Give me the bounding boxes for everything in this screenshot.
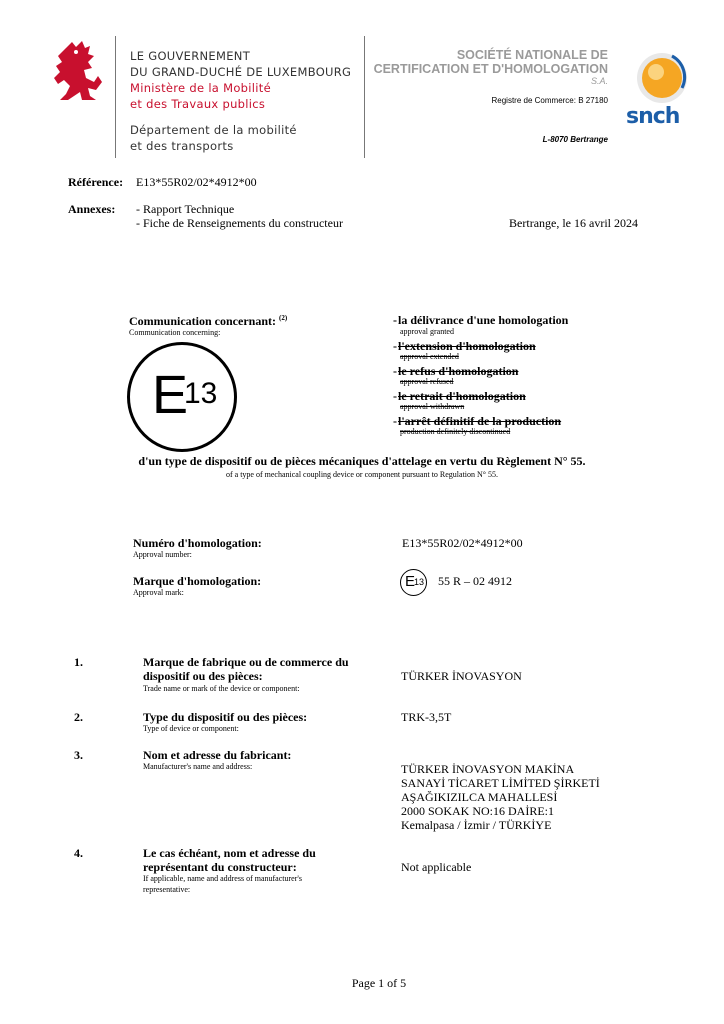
type-line-en: of a type of mechanical coupling device or component pursuant to Regulation N° 55. [225, 470, 498, 479]
department-line1: Département de la mobilité [130, 123, 297, 137]
option-1-dash: - [393, 313, 397, 327]
option-4-dash: - [393, 389, 397, 403]
snch-sa: S.A. [590, 76, 608, 86]
item-4-value: Not applicable [401, 860, 472, 874]
option-refused-en: approval refused [400, 377, 454, 386]
item-3-value-line3: AŞAĞIKIZILCA MAHALLESİ [401, 790, 558, 804]
annexes-label: Annexes: [68, 202, 116, 216]
approval-number-label: Numéro d'homologation: [133, 536, 262, 550]
option-extended: l'extension d'homologation [398, 339, 536, 353]
gov-name-line1: LE GOUVERNEMENT [130, 49, 251, 63]
option-extended-en: approval extended [400, 352, 459, 361]
option-2-dash: - [393, 339, 397, 353]
document-date: Bertrange, le 16 avril 2024 [509, 216, 638, 230]
item-4-number: 4. [74, 846, 83, 860]
approval-mark-sub: Approval mark: [133, 588, 184, 597]
type-line-fr: d'un type de dispositif ou de pièces mécaniques d'attelage en vertu du Règlement N° 55. [138, 454, 586, 468]
item-2-number: 2. [74, 710, 83, 724]
item-3-value-line5: Kemalpasa / İzmir / TÜRKİYE [401, 818, 552, 832]
item-2-label-line1: Type du dispositif ou des pièces: [143, 710, 308, 724]
approval-mark-emblem [400, 569, 427, 596]
item-1-label-line2: dispositif ou des pièces: [143, 669, 263, 683]
snch-name-line2: CERTIFICATION ET D'HOMOLOGATION [373, 62, 608, 76]
item-2-sub: Type of device or component: [143, 724, 239, 733]
e13-emblem [127, 342, 237, 452]
item-1-value: TÜRKER İNOVASYON [401, 669, 522, 683]
department-line2: et des transports [130, 139, 234, 153]
option-withdrawn: le retrait d'homologation [398, 389, 526, 403]
reference-value: E13*55R02/02*4912*00 [136, 175, 257, 189]
item-3-value-line1: TÜRKER İNOVASYON MAKİNA [401, 762, 575, 776]
item-3-value-line4: 2000 SOKAK NO:16 DAİRE:1 [401, 804, 554, 818]
option-discontinued: l'arrêt définitif de la production [398, 414, 562, 428]
ministry-line2: et des Travaux publics [130, 97, 266, 111]
option-withdrawn-en: approval withdrawn [400, 402, 465, 411]
approval-mark-label: Marque d'homologation: [133, 574, 262, 588]
option-refused: le refus d'homologation [398, 364, 519, 378]
option-3-dash: - [393, 364, 397, 378]
snch-name-line1: SOCIÉTÉ NATIONALE DE [456, 48, 608, 62]
item-4-label-line1: Le cas échéant, nom et adresse du [143, 846, 316, 860]
item-3-sub: Manufacturer's name and address: [143, 762, 253, 771]
option-granted: la délivrance d'une homologation [398, 313, 569, 327]
gov-name-line2: DU GRAND-DUCHÉ DE LUXEMBOURG [130, 65, 352, 79]
communication-label-text: Communication concernant: [129, 314, 276, 328]
approval-mark-e: E [405, 573, 416, 590]
item-3-number: 3. [74, 748, 83, 762]
e13-emblem-number: 13 [184, 377, 218, 410]
approval-mark-number: 13 [414, 577, 425, 587]
approval-number-value: E13*55R02/02*4912*00 [402, 536, 523, 550]
page-number: Page 1 of 5 [351, 976, 407, 990]
option-5-dash: - [393, 414, 397, 428]
option-granted-en: approval granted [400, 327, 454, 336]
item-1-number: 1. [74, 655, 83, 669]
communication-label [129, 314, 287, 329]
annex-item-1: - Rapport Technique [136, 202, 235, 216]
communication-footnote: (2) [279, 314, 288, 322]
item-1-label-line1: Marque de fabrique ou de commerce du [143, 655, 349, 669]
header-divider-left [115, 36, 116, 158]
header-divider-right [364, 36, 365, 158]
item-3-label-line1: Nom et adresse du fabricant: [143, 748, 292, 762]
item-2-value: TRK-3,5T [401, 710, 452, 724]
annex-item-2: - Fiche de Renseignements du constructeur [136, 216, 343, 230]
item-3-value-line2: SANAYİ TİCARET LİMİTED ŞİRKETİ [401, 776, 600, 790]
item-4-sub-line2: representative: [143, 885, 191, 894]
snch-logo [624, 48, 694, 134]
approval-number-sub: Approval number: [133, 550, 192, 559]
item-4-sub-line1: If applicable, name and address of manufacturer's [143, 874, 302, 883]
registre-commerce: Registre de Commerce: B 27180 [491, 96, 608, 105]
snch-logo-text: snch [626, 104, 680, 129]
e13-emblem-e: E [152, 365, 189, 425]
item-4-label-line2: représentant du constructeur: [143, 860, 297, 874]
communication-sub: Communication concerning: [129, 328, 221, 337]
luxembourg-lion-logo [52, 38, 104, 104]
snch-address: L-8070 Bertrange [542, 135, 608, 144]
option-discontinued-en: production definitely discontinued [400, 427, 511, 436]
approval-mark-value: 55 R – 02 4912 [438, 574, 513, 588]
ministry-line1: Ministère de la Mobilité [130, 81, 271, 95]
item-1-sub: Trade name or mark of the device or component: [143, 684, 300, 693]
reference-label: Référence: [68, 175, 124, 189]
